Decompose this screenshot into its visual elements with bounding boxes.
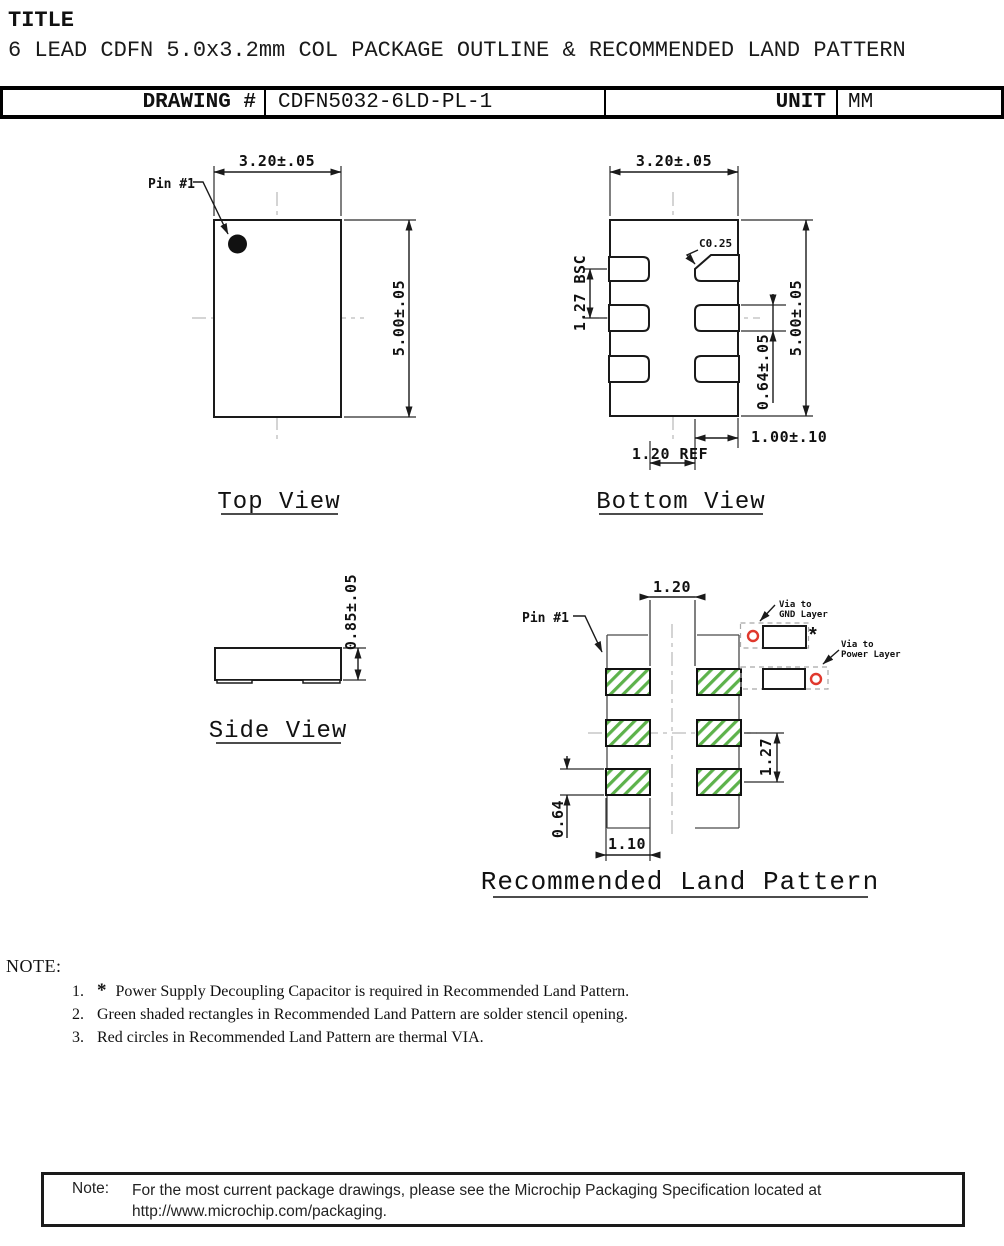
unit-value: MM: [836, 90, 1001, 115]
footer-note-label: Note:: [72, 1180, 110, 1197]
drawing-number-value: CDFN5032-6LD-PL-1: [264, 90, 604, 115]
package-body: [215, 648, 341, 680]
via-power-leader-arrow: [823, 650, 839, 664]
pad-left-2: [609, 305, 649, 331]
land-pin1-label: Pin #1: [522, 611, 569, 626]
pad-right-3: [695, 356, 739, 382]
bottom-pad-right: [303, 680, 340, 683]
top-view: [148, 152, 416, 516]
pin1-marker-dot: [228, 235, 247, 254]
gnd-thermal-via: [748, 631, 758, 641]
stencil-pad-4: [697, 769, 741, 795]
stencil-pad-5: [697, 720, 741, 746]
capacitor-land-power: [763, 669, 805, 689]
via-gnd-leader-arrow: [760, 605, 775, 621]
pad-height-dim: 0.64±.05: [754, 333, 772, 411]
top-pin1-label: Pin #1: [148, 177, 195, 192]
stencil-pad-3: [606, 769, 650, 795]
stencil-pad-1: [606, 669, 650, 695]
chamfer-dim: C0.25: [699, 237, 733, 250]
page-title: 6 LEAD CDFN 5.0x3.2mm COL PACKAGE OUTLINE & RECOMMENDED LAND PATTERN: [8, 38, 906, 63]
pad-gap-ref-dim: 1.20 REF: [631, 445, 709, 463]
note-number: 1.: [72, 983, 84, 1000]
drawing-number-label: DRAWING #: [142, 91, 256, 114]
lead-pitch-dim: 1.27 BSC: [571, 254, 589, 332]
bottom-width-dim: 3.20±.05: [635, 152, 713, 170]
bottom-view: [571, 152, 827, 516]
note-text: Red circles in Recommended Land Pattern are thermal VIA.: [97, 1029, 484, 1046]
pad-left-1: [609, 257, 649, 281]
top-view-caption: Top View: [217, 489, 341, 516]
power-thermal-via: [811, 674, 821, 684]
note-number: 2.: [72, 1006, 84, 1023]
side-view: [209, 574, 366, 745]
land-pad-height-dim: 0.64: [549, 799, 567, 839]
top-width-dim: 3.20±.05: [238, 152, 316, 170]
footer-note-box: [41, 1172, 965, 1227]
note-number: 3.: [72, 1029, 84, 1046]
pad-right-2: [695, 305, 739, 331]
land-pad-width-dim: 1.10: [607, 835, 647, 853]
land-pattern-caption: Recommended Land Pattern: [480, 867, 880, 897]
note-item-2: [6, 1007, 946, 1023]
via-power-label-line1: Via to: [841, 640, 874, 650]
top-height-dim: 5.00±.05: [390, 279, 408, 357]
note-text: Green shaded rectangles in Recommended Land Pattern are solder stencil opening.: [97, 1006, 628, 1023]
bottom-pad-left: [217, 680, 252, 683]
via-gnd-label-line1: Via to: [779, 600, 812, 610]
note-item-3: [6, 1030, 946, 1046]
stencil-pad-2: [606, 720, 650, 746]
footer-note-line2: http://www.microchip.com/packaging.: [132, 1203, 387, 1220]
thickness-dim: 0.85±.05: [342, 573, 360, 651]
bottom-height-dim: 5.00±.05: [787, 279, 805, 357]
notes-section: [6, 956, 946, 1046]
capacitor-land-gnd: [763, 626, 806, 648]
footer-note-line1: For the most current package drawings, please see the Microchip Packaging Specification located at: [132, 1182, 822, 1199]
side-view-caption: Side View: [208, 718, 348, 745]
note-item-1: [6, 980, 946, 1001]
pin1-leader-arrow: [573, 616, 602, 652]
notes-heading: NOTE:: [6, 956, 62, 976]
pad-gap-dim: 1.20: [652, 578, 692, 596]
note-text: Power Supply Decoupling Capacitor is required in Recommended Land Pattern.: [115, 983, 630, 1000]
unit-label: UNIT: [604, 90, 836, 115]
via-power-label-line2: Power Layer: [841, 650, 901, 660]
pad-left-3: [609, 356, 649, 382]
note-asterisk: *: [97, 980, 107, 1001]
pad-width-dim: 1.00±.10: [751, 428, 828, 446]
via-gnd-label-line2: GND Layer: [779, 610, 828, 620]
title-label: TITLE: [8, 8, 75, 33]
capacitor-required-asterisk: *: [809, 624, 817, 646]
bottom-view-caption: Bottom View: [596, 489, 766, 516]
stencil-pad-6: [697, 669, 741, 695]
land-pitch-dim: 1.27: [757, 737, 775, 777]
land-pattern: [481, 578, 901, 897]
